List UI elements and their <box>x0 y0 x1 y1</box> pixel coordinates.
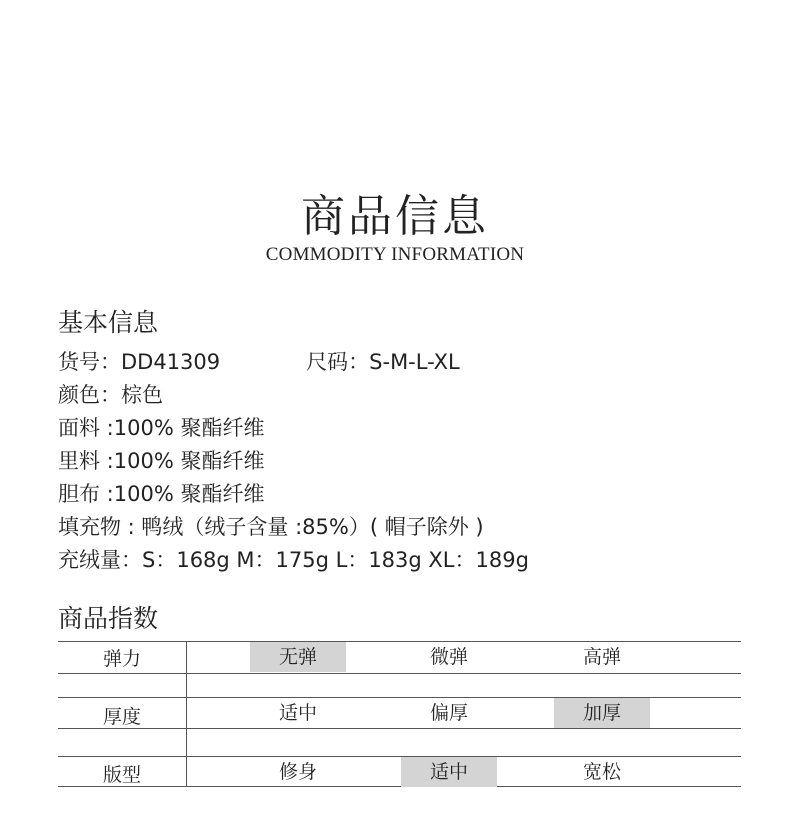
fit-option: 修身 <box>278 761 317 783</box>
color-line: 颜色：棕色 <box>58 383 163 407</box>
filling-line: 填充物 : 鸭绒（绒子含量 :85%）( 帽子除外 ) <box>58 515 484 539</box>
table-column-divider <box>186 641 187 787</box>
elasticity-option: 微弹 <box>429 646 468 668</box>
page-title-zh: 商品信息 <box>301 191 489 242</box>
index-heading: 商品指数 <box>58 604 159 633</box>
lining-line: 里料 :100% 聚酯纤维 <box>58 449 265 473</box>
page-title-en: COMMODITY INFORMATION <box>265 244 525 265</box>
index-table <box>58 641 741 787</box>
fill-weight-line: 充绒量：S：168g M：175g L：183g XL：189g <box>58 548 529 572</box>
elasticity-option: 高弹 <box>582 646 621 668</box>
fit-option: 宽松 <box>582 761 621 783</box>
row-label-thickness: 厚度 <box>102 706 141 728</box>
thickness-option: 偏厚 <box>429 702 468 724</box>
item-number: 货号：DD41309 <box>58 350 221 374</box>
table-rule <box>58 673 741 674</box>
row-label-fit: 版型 <box>102 764 141 786</box>
fabric-line: 面料 :100% 聚酯纤维 <box>58 416 265 440</box>
elasticity-option: 无弹 <box>250 642 346 672</box>
row-label-elasticity: 弹力 <box>102 648 141 670</box>
thickness-option: 适中 <box>278 702 317 724</box>
basic-info-heading: 基本信息 <box>58 308 159 337</box>
size-range: 尺码：S-M-L-XL <box>306 350 460 374</box>
thickness-option: 加厚 <box>554 698 650 728</box>
inner-line: 胆布 :100% 聚酯纤维 <box>58 482 265 506</box>
item-size-line <box>58 346 460 376</box>
fit-option: 适中 <box>401 757 497 787</box>
